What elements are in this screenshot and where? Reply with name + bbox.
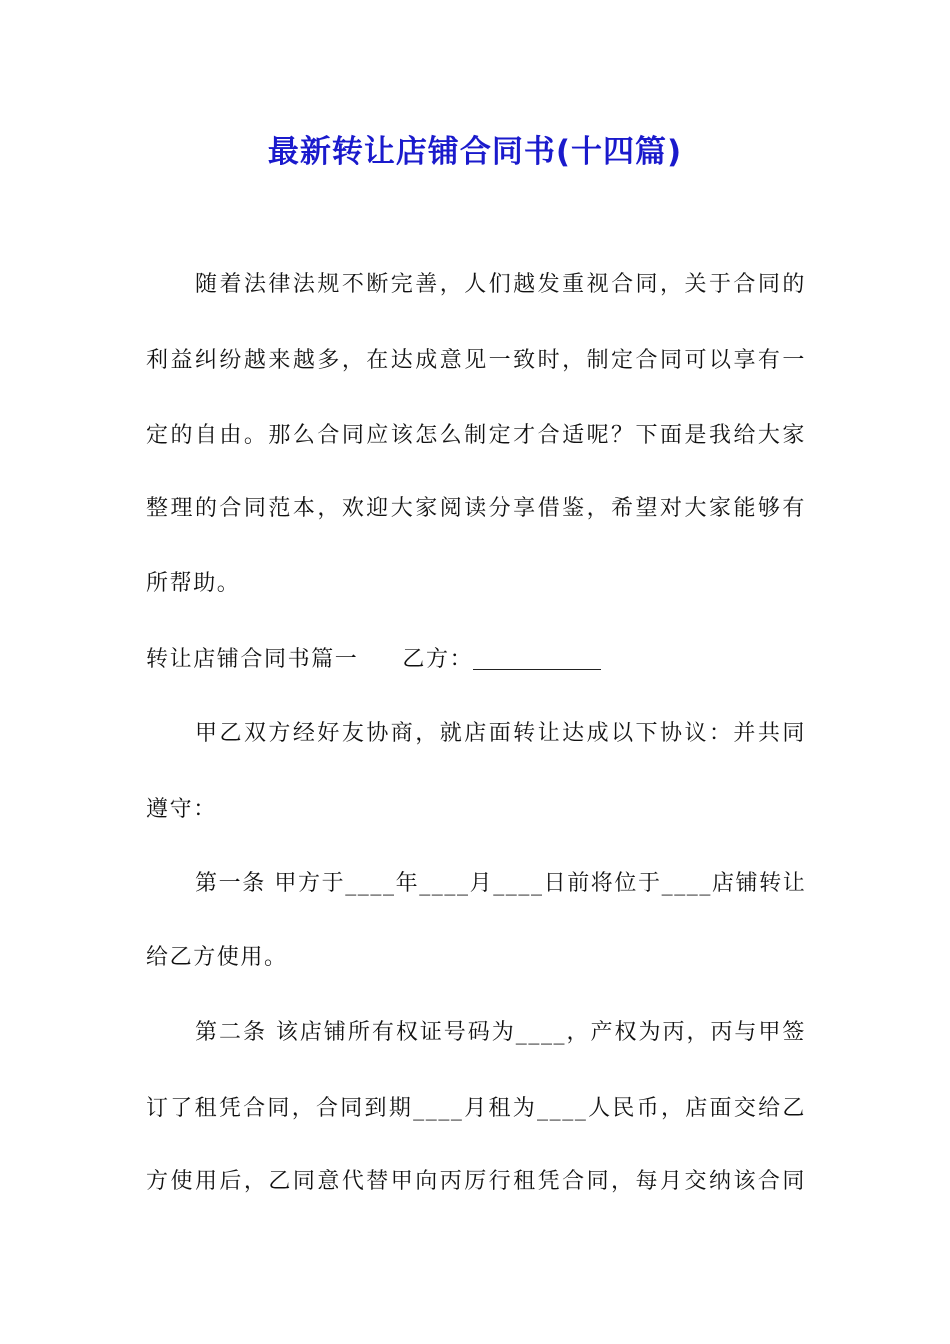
intro-line-4: 整理的合同范本，欢迎大家阅读分享借鉴，希望对大家能够有 [146,496,806,521]
intro-line-3: 定的自由。那么合同应该怎么制定才合适呢？下面是我给大家 [146,423,806,448]
article2-line-2: 订了租凭合同，合同到期____月租为____人民币，店面交给乙 [146,1096,806,1121]
party-b-label: 乙方： [402,647,474,672]
intro-line-5: 所帮助。 [146,571,241,596]
article2-line-1: 第二条 该店铺所有权证号码为____，产权为丙，丙与甲签 [195,1020,806,1045]
document-title: 最新转让店铺合同书(十四篇) [267,134,683,170]
article1-line-2: 给乙方使用。 [146,945,288,970]
section-heading: 转让店铺合同书篇一 [146,647,359,672]
agreement-line-1: 甲乙双方经好友协商，就店面转让达成以下协议：并共同 [195,721,806,746]
article1-line-1: 第一条 甲方于____年____月____日前将位于____店铺转让 [195,871,807,896]
section-heading-line [146,645,806,675]
intro-line-1: 随着法律法规不断完善，人们越发重视合同，关于合同的 [195,272,806,297]
intro-line-2: 利益纠纷越来越多，在达成意见一致时，制定合同可以享有一 [146,348,806,373]
article2-line-3: 方使用后，乙同意代替甲向丙厉行租凭合同，每月交纳该合同 [146,1169,806,1194]
party-b-blank [473,647,601,670]
agreement-line-2: 遵守： [146,797,217,822]
